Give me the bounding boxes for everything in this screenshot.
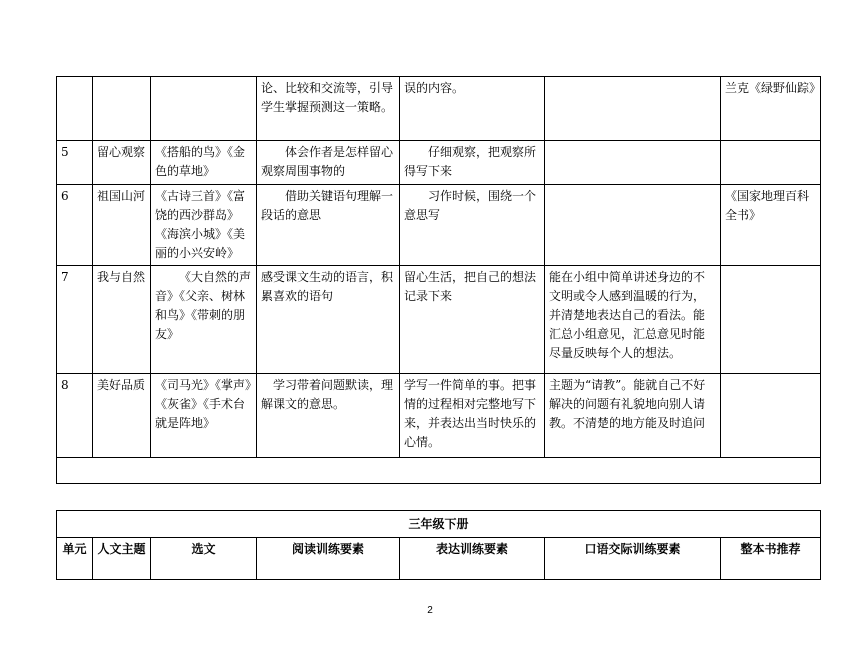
table-row (57, 374, 821, 458)
theme-cell (93, 77, 151, 141)
header-books: 整本书推荐 (721, 538, 821, 580)
oral-cell: 主题为“请教”。能就自己不好解决的问题有礼貌地向别人请教。不清楚的地方能及时追问 (545, 374, 721, 458)
books-cell (721, 266, 821, 374)
books-cell (721, 374, 821, 458)
header-row (57, 538, 821, 580)
texts-cell (151, 77, 257, 141)
empty-cell (57, 458, 821, 484)
header-theme: 人文主题 (93, 538, 151, 580)
oral-cell (545, 185, 721, 266)
theme-cell: 祖国山河 (93, 185, 151, 266)
upper-table (56, 76, 821, 484)
reading-cell: 感受课文生动的语言，积累喜欢的语句 (257, 266, 400, 374)
table-row (57, 77, 821, 141)
unit-number: 6 (57, 185, 93, 266)
oral-cell (545, 77, 721, 141)
expression-cell: 误的内容。 (400, 77, 545, 141)
expression-cell: 仔细观察，把观察所得写下来 (400, 141, 545, 185)
header-unit: 单元 (57, 538, 93, 580)
texts-cell: 《古诗三首》《富饶的西沙群岛》《海滨小城》《美丽的小兴安岭》 (151, 185, 257, 266)
texts-cell: 《大自然的声音》《父亲、树林和鸟》《带刺的朋友》 (151, 266, 257, 374)
expression-cell: 学写一件简单的事。把事情的过程相对完整地写下来，并表达出当时快乐的心情。 (400, 374, 545, 458)
oral-cell (545, 141, 721, 185)
oral-cell: 能在小组中简单讲述身边的不文明或令人感到温暖的行为，并清楚地表达自己的看法。能汇总小组意见，汇总意见时能尽量反映每个人的想法。 (545, 266, 721, 374)
expression-cell: 习作时候，围绕一个意思写 (400, 185, 545, 266)
books-cell: 兰克《绿野仙踪》 (721, 77, 821, 141)
books-cell: 《国家地理百科全书》 (721, 185, 821, 266)
unit-number (57, 77, 93, 141)
table-row-empty (57, 458, 821, 484)
table-row (57, 185, 821, 266)
unit-number: 8 (57, 374, 93, 458)
table-row (57, 266, 821, 374)
grade-title: 三年级下册 (57, 511, 821, 538)
theme-cell: 我与自然 (93, 266, 151, 374)
header-oral: 口语交际训练要素 (545, 538, 721, 580)
theme-cell: 留心观察 (93, 141, 151, 185)
texts-cell: 《搭船的鸟》《金色的草地》 (151, 141, 257, 185)
page-number: 2 (427, 605, 433, 616)
books-cell (721, 141, 821, 185)
unit-number: 7 (57, 266, 93, 374)
unit-number: 5 (57, 141, 93, 185)
header-texts: 选文 (151, 538, 257, 580)
reading-cell: 借助关键语句理解一段话的意思 (257, 185, 400, 266)
reading-cell: 论、比较和交流等，引导学生掌握预测这一策略。 (257, 77, 400, 141)
table-row (57, 141, 821, 185)
reading-cell: 体会作者是怎样留心观察周围事物的 (257, 141, 400, 185)
header-expression: 表达训练要素 (400, 538, 545, 580)
lower-table (56, 510, 821, 580)
expression-cell: 留心生活，把自己的想法记录下来 (400, 266, 545, 374)
table-title-row (57, 511, 821, 538)
header-reading: 阅读训练要素 (257, 538, 400, 580)
theme-cell: 美好品质 (93, 374, 151, 458)
reading-cell: 学习带着问题默读，理解课文的意思。 (257, 374, 400, 458)
texts-cell: 《司马光》《掌声》《灰雀》《手术台就是阵地》 (151, 374, 257, 458)
